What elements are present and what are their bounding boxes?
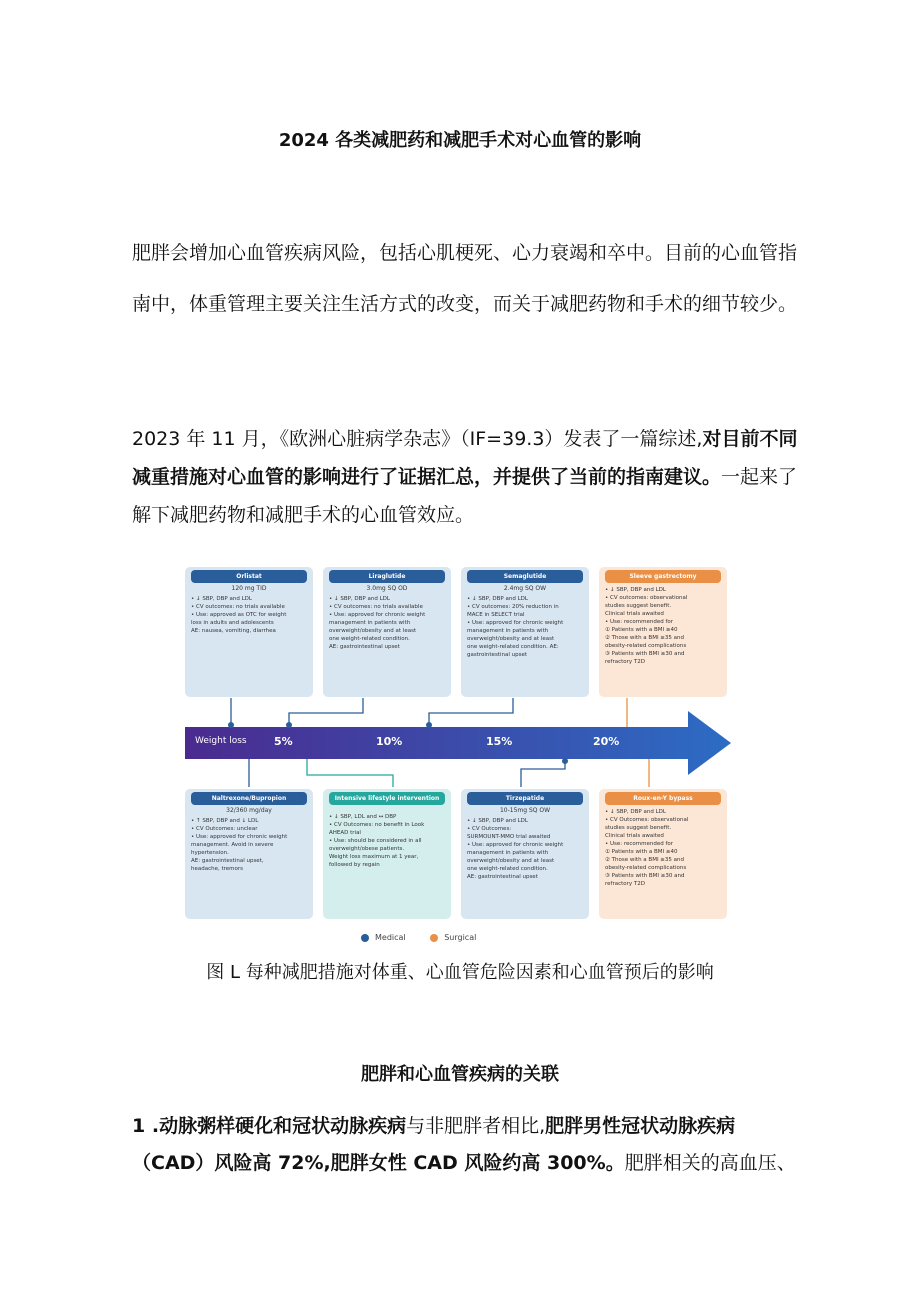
intro-paragraph: 肥胖会增加心血管疾病风险，包括心肌梗死、心力衰竭和卒中。目前的心血管指南中，体重管理主要关注生活方式的改变，而关于减肥药物和手术的细节较少。 — [132, 242, 798, 315]
card-line: • Use: approved as OTC for weight — [191, 612, 287, 618]
card-line: loss in adults and adolescents — [191, 620, 274, 626]
card-line: overweight/obese patients. — [329, 846, 405, 852]
card-line: ③ Patients with BMI ≥30 and — [605, 873, 685, 879]
card-line: refractory T2D — [605, 659, 645, 665]
card-line: one weight-related condition. — [329, 636, 410, 642]
card-liraglutide — [323, 567, 451, 697]
card-line: • CV Outcomes: unclear — [191, 826, 258, 832]
card-line: Weight loss maximum at 1 year, — [329, 854, 419, 860]
review-text-post: 一起来了解下减肥药物和减肥手术的心血管效应。 — [132, 466, 798, 526]
card-line: management in patients with — [467, 850, 549, 856]
card-line: gastrointestinal upset — [467, 652, 528, 658]
card-line: • Use: recommended for — [605, 619, 674, 625]
card-details — [467, 595, 583, 659]
card-line: studies suggest benefit. — [605, 603, 672, 609]
card-roux-en-y-bypass — [599, 789, 727, 919]
card-dose: 32/360 mg/day — [226, 807, 272, 814]
card-dose: 2.4mg SQ OW — [503, 585, 547, 592]
card-details — [191, 595, 307, 635]
card-line: • ↓ SBP, DBP and LDL — [191, 596, 252, 602]
card-line: • ↓ SBP, DBP and LDL — [467, 818, 528, 824]
connector-tirzepatide — [521, 759, 565, 787]
card-line: one weight-related condition. — [467, 866, 548, 872]
card-line: AHEAD trial — [329, 830, 361, 836]
card-line: followed by regain — [329, 862, 380, 868]
card-title: Roux-en-Y bypass — [605, 792, 721, 805]
card-line: • ↓ SBP, DBP and LDL — [329, 596, 390, 602]
card-line: • CV outcomes: no trials available — [191, 604, 285, 610]
card-line: overweight/obesity and at least — [467, 858, 555, 864]
card-line: • ↓ SBP, DBP and LDL — [605, 809, 666, 815]
card-line: refractory T2D — [605, 881, 645, 887]
card-details — [191, 817, 307, 873]
card-line: overweight/obesity and at least — [329, 628, 417, 634]
legend-medical — [361, 933, 406, 942]
card-details — [329, 813, 445, 869]
card-naltrexone-bupropion — [185, 789, 313, 919]
card-line: obesity-related complications — [605, 865, 687, 871]
card-dose: 120 mg TID — [231, 585, 267, 592]
card-line: Clinical trials awaited — [605, 833, 664, 839]
card-line: ① Patients with a BMI ≥40 — [605, 849, 678, 855]
card-dose: 10-15mg SQ OW — [499, 807, 551, 814]
connector-lifestyle — [307, 759, 393, 787]
card-line: obesity-related complications — [605, 643, 687, 649]
card-line: • Use: approved for chronic weight — [191, 834, 288, 840]
card-line: AE: gastrointestinal upset — [329, 644, 400, 650]
para3-text2: 肥胖相关的高血压、 — [624, 1152, 796, 1174]
card-line: management in patients with — [329, 620, 411, 626]
card-line: Clinical trials awaited — [605, 611, 664, 617]
figure-caption: 图 L 每种减肥措施对体重、心血管危险因素和心血管预后的影响 — [206, 962, 714, 983]
card-line: MACE in SELECT trial — [467, 612, 525, 618]
section-title: 肥胖和心血管疾病的关联 — [361, 1064, 559, 1085]
card-line: • Use: approved for chronic weight — [467, 842, 564, 848]
card-title: Semaglutide — [467, 570, 583, 583]
card-line: AE: nausea, vomiting, diarrhea — [191, 628, 276, 634]
card-line: ① Patients with a BMI ≥40 — [605, 627, 678, 633]
card-line: • CV outcomes: observational — [605, 595, 688, 601]
card-line: • CV outcomes: no trials available — [329, 604, 423, 610]
card-line: • Use: recommended for — [605, 841, 674, 847]
tick-label: 15% — [486, 735, 513, 748]
card-line: AE: gastrointestinal upset — [467, 874, 538, 880]
card-line: one weight-related condition. AE: — [467, 644, 559, 650]
card-line: • Use: approved for chronic weight — [467, 620, 564, 626]
review-text-bold: 对目前不同减重措施对心血管的影响进行了证据汇总，并提供了当前的指南建议。 — [132, 428, 798, 488]
card-title: Liraglutide — [329, 570, 445, 583]
card-details — [467, 817, 583, 881]
card-line: • Use: should be considered in all — [329, 838, 422, 844]
card-line: hypertension. — [191, 850, 229, 856]
card-line: ② Those with a BMI ≥35 and — [605, 635, 685, 641]
card-line: overweight/obesity and at least — [467, 636, 555, 642]
medical-dot-icon — [361, 934, 369, 942]
para3-bold2: 肥胖男性冠状动脉疾病（CAD）风险高 72%,肥胖女性 CAD 风险约高 300%。 — [132, 1115, 736, 1174]
card-line: management. Avoid in severe — [191, 842, 274, 848]
card-semaglutide — [461, 567, 589, 697]
card-line: SURMOUNT-MMO trial awaited — [467, 834, 551, 840]
card-title: Orlistat — [191, 570, 307, 583]
page-title: 2024 各类减肥药和减肥手术对心血管的影响 — [278, 130, 642, 151]
review-text-pre: 2023 年 11 月，《欧洲心脏病学杂志》（IF=39.3）发表了一篇综述, — [132, 428, 703, 450]
weight-loss-figure — [183, 565, 733, 950]
card-dose: 3.0mg SQ OD — [366, 585, 408, 592]
tick-label: 10% — [376, 735, 403, 748]
card-orlistat — [185, 567, 313, 697]
legend-surgical — [430, 933, 476, 942]
card-title: Tirzepatide — [467, 792, 583, 805]
card-details — [605, 586, 721, 666]
card-line: ② Those with a BMI ≥35 and — [605, 857, 685, 863]
tick-label: 20% — [593, 735, 620, 748]
card-line: • Use: approved for chronic weight — [329, 612, 426, 618]
card-line: • CV outcomes: 20% reduction in — [467, 604, 559, 610]
connector-semaglutide — [429, 698, 513, 727]
card-details — [329, 595, 445, 651]
para3-text1: 与非肥胖者相比, — [406, 1115, 546, 1137]
figure-legend — [361, 933, 498, 944]
card-line: • ↓ SBP, DBP and LDL — [467, 596, 528, 602]
review-paragraph — [132, 420, 802, 534]
card-line: headache, tremors — [191, 866, 244, 872]
card-details — [605, 808, 721, 888]
card-tirzepatide — [461, 789, 589, 919]
tick-label: 5% — [274, 735, 293, 748]
card-line: • CV Outcomes: — [467, 826, 512, 832]
card-title: Intensive lifestyle intervention — [329, 792, 445, 805]
card-title: Naltrexone/Bupropion — [191, 792, 307, 805]
card-line: • CV Outcomes: observational — [605, 817, 689, 823]
surgical-dot-icon — [430, 934, 438, 942]
arrow-label: Weight loss — [195, 736, 247, 746]
card-line: • ↓ SBP, LDL and ↔ DBP — [329, 814, 397, 820]
para3-bold1: .动脉粥样硬化和冠状动脉疾病 — [145, 1115, 407, 1137]
section-paragraph — [132, 1108, 802, 1182]
card-line: • ↓ SBP, DBP and LDL — [605, 587, 666, 593]
card-title: Sleeve gastrectomy — [605, 570, 721, 583]
card-line: management in patients with — [467, 628, 549, 634]
card-sleeve-gastrectomy — [599, 567, 727, 697]
card-line: • ↑ SBP, DBP and ↓ LDL — [191, 818, 259, 824]
legend-label: Surgical — [444, 933, 477, 942]
card-line: AE: gastrointestinal upset, — [191, 858, 264, 864]
legend-label: Medical — [375, 933, 406, 942]
connector-liraglutide — [289, 698, 363, 727]
card-line: studies suggest benefit. — [605, 825, 672, 831]
card-line: ③ Patients with BMI ≥30 and — [605, 651, 685, 657]
card-line: • CV Outcomes: no benefit in Look — [329, 822, 425, 828]
card-intensive-lifestyle — [323, 789, 451, 919]
para3-num: 1 — [132, 1115, 146, 1137]
